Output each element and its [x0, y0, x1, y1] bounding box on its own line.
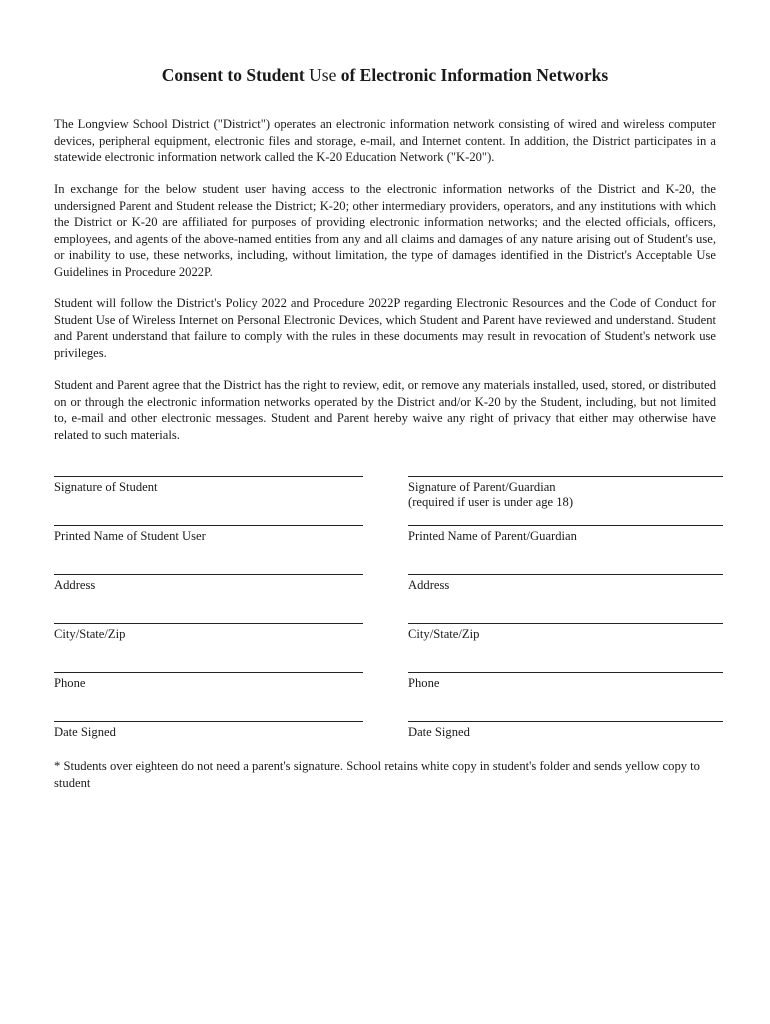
student-address-label: Address	[54, 578, 96, 592]
student-phone-line[interactable]	[54, 672, 363, 673]
parent-date-signed-line[interactable]	[408, 721, 723, 722]
page-title	[0, 64, 770, 86]
parent-phone-line[interactable]	[408, 672, 723, 673]
parent-date-signed-label: Date Signed	[408, 725, 470, 739]
parent-printed-name-label: Printed Name of Parent/Guardian	[408, 529, 577, 543]
student-date-signed-line[interactable]	[54, 721, 363, 722]
parent-city-state-zip-label: City/State/Zip	[408, 627, 480, 641]
student-address-line[interactable]	[54, 574, 363, 575]
parent-city-state-zip-line[interactable]	[408, 623, 723, 624]
parent-address-line[interactable]	[408, 574, 723, 575]
paragraph-privacy-waiver: Student and Parent agree that the District has the right to review, edit, or remove any materials installed, used, stored, or distributed on or through the electronic information networks operated by the District and/or K-20 by the Student, including, but not limited to, e-mail and other electronic messages. Student and Parent hereby waive any right of privacy that either may otherwise have related to such materials.	[54, 378, 716, 442]
student-signature-label: Signature of Student	[54, 480, 158, 494]
parent-phone-label: Phone	[408, 676, 440, 690]
parent-signature-requirement-note: (required if user is under age 18)	[408, 495, 574, 509]
student-phone-label: Phone	[54, 676, 86, 690]
paragraph-network-description: The Longview School District ("District") operates an electronic information network consisting of wired and wireless computer devices, peripheral equipment, electronic files and storage, e-mail, and Internet content. In addition, the District participates in a statewide electronic information network called the K-20 Education Network ("K-20").	[54, 117, 716, 164]
title-part-2: Use	[309, 65, 337, 85]
student-city-state-zip-line[interactable]	[54, 623, 363, 624]
footnote: * Students over eighteen do not need a parent's signature. School retains white copy in student's folder and sends yellow copy to student	[54, 759, 700, 790]
title-part-3: of Electronic Information Networks	[336, 65, 609, 85]
student-city-state-zip-label: City/State/Zip	[54, 627, 126, 641]
title-part-1: Consent to Student	[161, 65, 310, 85]
parent-address-label: Address	[408, 578, 450, 592]
student-date-signed-label: Date Signed	[54, 725, 116, 739]
paragraph-policy-compliance: Student will follow the District's Policy 2022 and Procedure 2022P regarding Electronic Resources and the Code of Conduct for Student Use of Wireless Internet on Personal Electronic Devices, which Student and Parent have reviewed and understand. Student and Parent understand that failure to comply with the rules in these documents may result in revocation of Student's network use privileges.	[54, 296, 716, 360]
student-printed-name-line[interactable]	[54, 525, 363, 526]
parent-printed-name-line[interactable]	[408, 525, 723, 526]
student-signature-line[interactable]	[54, 476, 363, 477]
student-printed-name-label: Printed Name of Student User	[54, 529, 206, 543]
paragraph-release-of-claims: In exchange for the below student user having access to the electronic information networks of the District and K-20, the undersigned Parent and Student release the District; K-20; other intermediary providers, operators, and any institutions with which the District or K-20 are affiliated for purposes of providing electronic information networks; and the elected officials, officers, employees, and agents of the above-named entities from any and all claims and damages of any nature arising out of Student's use, or inability to use, these networks, including, without limitation, the type of damages identified in the District's Acceptable Use Guidelines in Procedure 2022P.	[54, 182, 716, 279]
parent-signature-label: Signature of Parent/Guardian	[408, 480, 556, 494]
parent-signature-line[interactable]	[408, 476, 723, 477]
